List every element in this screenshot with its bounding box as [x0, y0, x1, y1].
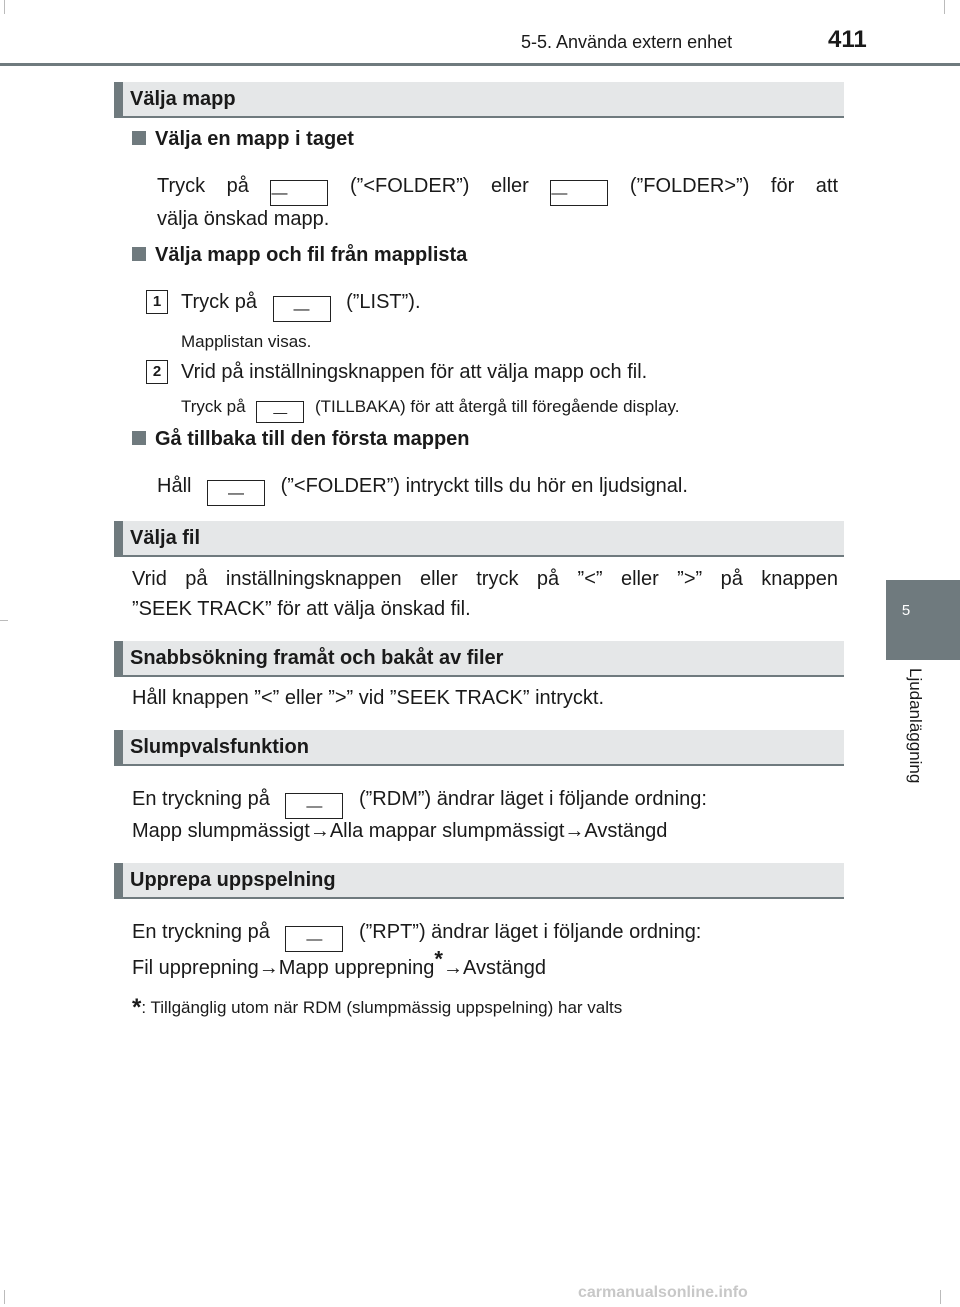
square-bullet-icon: [132, 247, 146, 261]
subheading-forsta-mappen: Gå tillbaka till den första mappen: [132, 428, 470, 451]
paragraph-snabbsokning: Håll knappen ”<” eller ”>” vid ”SEEK TRACK” intryckt.: [132, 687, 605, 709]
chapter-number: 5: [901, 602, 911, 619]
header-rule: [0, 63, 960, 66]
crop-mark: [4, 1290, 5, 1304]
section-title: 5-5. Använda extern enhet: [521, 32, 733, 52]
crop-mark: [944, 0, 945, 14]
rdm-button-icon: —: [285, 793, 343, 819]
step-2-badge: 2: [146, 360, 168, 384]
folder-next-button-icon: —: [550, 180, 608, 206]
footnote-marker: *: [434, 946, 443, 972]
step-1-badge: 1: [146, 290, 168, 314]
section-heading-valja-mapp: Välja mapp: [114, 82, 844, 118]
crop-mark: [940, 1290, 941, 1304]
paragraph-upprepa-line1: En tryckning på — (”RPT”) ändrar läget i följande ordning:: [132, 916, 701, 952]
subheading-mapplista: Välja mapp och fil från mapplista: [132, 244, 467, 267]
folder-prev-button-icon: —: [270, 180, 328, 206]
step-2-note: Tryck på — (TILLBAKA) för att återgå till föregående display.: [181, 397, 679, 423]
square-bullet-icon: [132, 131, 146, 145]
step-1-text: Tryck på — (”LIST”).: [181, 286, 421, 322]
chapter-tab: [886, 580, 960, 660]
paragraph-valja-en-mapp-line1: Tryck på — (”<FOLDER”) eller — (”FOLDER>”) för att: [157, 170, 838, 206]
rpt-button-icon: —: [285, 926, 343, 952]
paragraph-slumpval-line1: En tryckning på — (”RDM”) ändrar läget i följande ordning:: [132, 783, 707, 819]
step-2-text: Vrid på inställningsknappen för att välja mapp och fil.: [181, 361, 648, 383]
paragraph-valja-fil-line2: ”SEEK TRACK” för att välja önskad fil.: [132, 598, 471, 620]
paragraph-upprepa-line2: Fil upprepning→Mapp upprepning*→Avstängd: [132, 946, 547, 979]
paragraph-valja-fil-line1: Vrid på inställningsknappen eller tryck på ”<” eller ”>” på knappen: [132, 568, 838, 590]
square-bullet-icon: [132, 431, 146, 445]
step-1-note: Mapplistan visas.: [181, 332, 312, 351]
list-button-icon: —: [273, 296, 331, 322]
footnote-star: *: [132, 994, 142, 1021]
paragraph-forsta-mappen: Håll — (”<FOLDER”) intryckt tills du hör en ljudsignal.: [157, 470, 688, 506]
subheading-valja-en-mapp: Välja en mapp i taget: [132, 128, 354, 151]
chapter-label: Ljudanläggning: [906, 668, 925, 784]
back-button-icon: —: [256, 401, 304, 423]
section-heading-snabbsokning: Snabbsökning framåt och bakåt av filer: [114, 641, 844, 677]
footnote: *: Tillgänglig utom när RDM (slumpmässig uppspelning) har valts: [132, 994, 623, 1021]
crop-mark: [4, 0, 5, 14]
section-heading-slumpval: Slumpvalsfunktion: [114, 730, 844, 766]
section-heading-upprepa: Upprepa uppspelning: [114, 863, 844, 899]
page-number: 411: [828, 26, 867, 53]
watermark: carmanualsonline.info: [578, 1284, 748, 1301]
crop-mark: [0, 620, 8, 621]
paragraph-valja-en-mapp-line2: välja önskad mapp.: [157, 208, 330, 230]
folder-prev-button-icon: —: [207, 480, 265, 506]
paragraph-slumpval-line2: Mapp slumpmässigt→Alla mappar slumpmässigt→Avstängd: [132, 820, 668, 842]
section-heading-valja-fil: Välja fil: [114, 521, 844, 557]
